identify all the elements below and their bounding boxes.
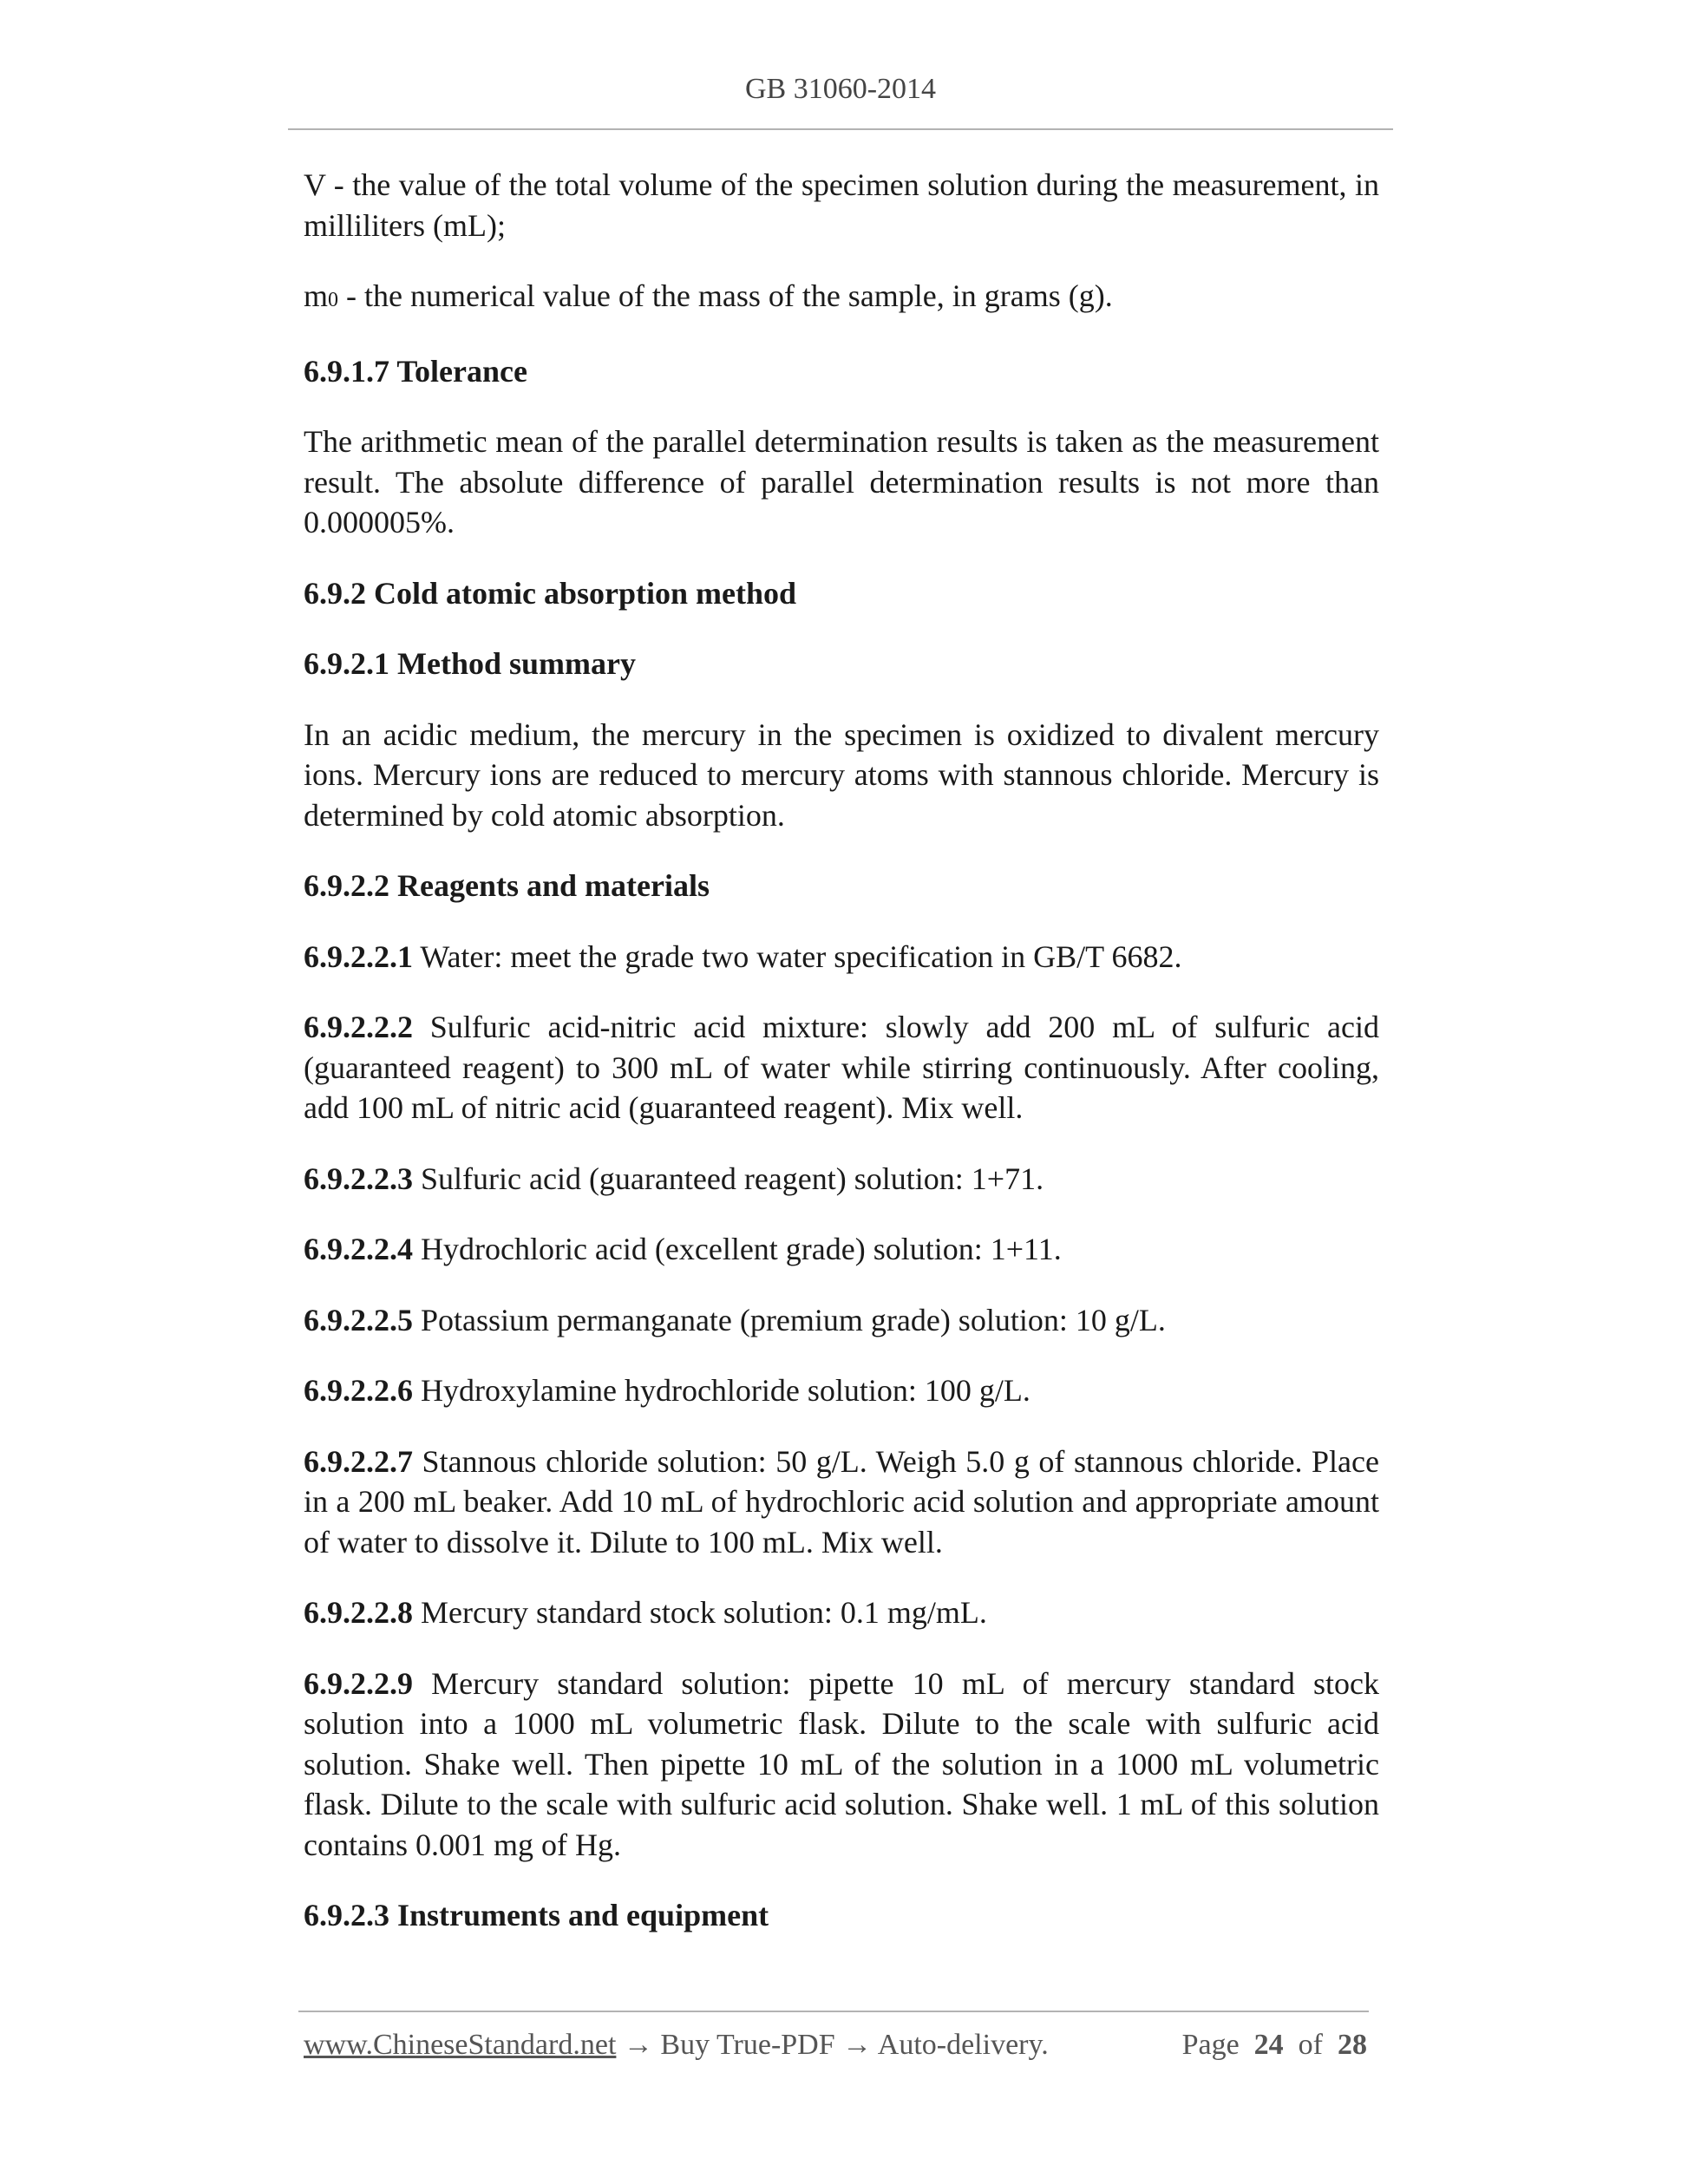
reagent-number: 6.9.2.2.6	[304, 1373, 413, 1408]
reagent-item	[304, 1442, 1379, 1563]
reagent-number: 6.9.2.2.2	[304, 1010, 413, 1044]
reagent-item	[304, 1664, 1379, 1866]
arrow-icon: →	[616, 2029, 661, 2061]
reagent-text: Mercury standard solution: pipette 10 mL of mercury standard stock solution into a 1000 mL volumetric flask. Dilute to the scale with sulfuric acid solution. Shake well. Then pipette 10 mL of the solution in a 1000 mL volumetric flask. Dilute to the scale with sulfuric acid solution. Shake well. 1 mL of this solution contains 0.001 mg of Hg.	[304, 1665, 1379, 1862]
of-label: of	[1298, 2029, 1323, 2061]
heading-cold-atomic-absorption: 6.9.2 Cold atomic absorption method	[304, 575, 797, 611]
reagent-text: Hydrochloric acid (excellent grade) solution: 1+11.	[413, 1232, 1062, 1266]
reagent-text: Sulfuric acid-nitric acid mixture: slowly add 200 mL of sulfuric acid (guaranteed reagent) to 300 mL of water while stirring continuously. After cooling, add 100 mL of nitric acid (guaranteed reagent). Mix well.	[304, 1010, 1379, 1125]
header-divider	[288, 128, 1393, 130]
reagent-text: Potassium permanganate (premium grade) solution: 10 g/L.	[413, 1302, 1166, 1337]
reagent-number: 6.9.2.2.4	[304, 1232, 413, 1266]
document-body	[304, 165, 1379, 1966]
m0-subscript: 0	[328, 289, 339, 311]
heading-instruments: 6.9.2.3 Instruments and equipment	[304, 1898, 769, 1932]
reagent-text: Sulfuric acid (guaranteed reagent) solution: 1+71.	[413, 1161, 1044, 1196]
reagent-item	[304, 1300, 1379, 1341]
reagent-item	[304, 937, 1379, 978]
reagent-item	[304, 1370, 1379, 1411]
paragraph-method-summary: In an acidic medium, the mercury in the specimen is oxidized to divalent mercury ions. Mercury ions are reduced to mercury atoms with stannous chloride. Mercury is determined by cold atomic absorption.	[304, 716, 1379, 833]
reagent-number: 6.9.2.2.7	[304, 1443, 413, 1479]
page-indicator	[1182, 2029, 1367, 2062]
reagent-number: 6.9.2.2.1	[304, 938, 413, 974]
page-label: Page	[1181, 2029, 1240, 2061]
reagent-item	[304, 1159, 1379, 1200]
reagent-number: 6.9.2.2.5	[304, 1302, 413, 1337]
paragraph-m0-definition	[304, 276, 1379, 321]
reagent-number: 6.9.2.2.8	[304, 1595, 413, 1630]
footer-promo	[304, 2029, 1049, 2062]
reagent-text: Water: meet the grade two water specification in GB/T 6682.	[413, 938, 1182, 974]
m0-symbol: m	[304, 278, 329, 313]
reagent-number: 6.9.2.2.9	[304, 1665, 413, 1701]
m0-text: - the numerical value of the mass of the sample, in grams (g).	[338, 278, 1113, 313]
page-header-title: GB 31060-2014	[744, 73, 937, 105]
site-link[interactable]: www.ChineseStandard.net	[304, 2029, 617, 2061]
reagent-item	[304, 1592, 1379, 1633]
page-current: 24	[1253, 2029, 1284, 2061]
buy-text: Buy True-PDF	[660, 2029, 835, 2061]
reagent-item	[304, 1007, 1379, 1128]
arrow-icon: →	[834, 2029, 878, 2061]
heading-tolerance: 6.9.1.7 Tolerance	[304, 353, 527, 389]
delivery-text: Auto-delivery.	[877, 2029, 1049, 2061]
reagent-number: 6.9.2.2.3	[304, 1161, 413, 1196]
reagent-text: Mercury standard stock solution: 0.1 mg/mL.	[413, 1595, 987, 1630]
paragraph-tolerance: The arithmetic mean of the parallel determination results is taken as the measurement result. The absolute difference of parallel determination results is not more than 0.000005%.	[304, 424, 1379, 539]
heading-reagents: 6.9.2.2 Reagents and materials	[304, 868, 710, 903]
page-total: 28	[1338, 2029, 1367, 2061]
reagent-text: Hydroxylamine hydrochloride solution: 100 g/L.	[413, 1373, 1030, 1408]
reagent-item	[304, 1229, 1379, 1270]
paragraph-v-definition: V - the value of the total volume of the specimen solution during the measurement, in milliliters (mL);	[304, 167, 1379, 243]
heading-method-summary: 6.9.2.1 Method summary	[304, 646, 636, 681]
footer-divider	[298, 2011, 1369, 2012]
reagent-text: Stannous chloride solution: 50 g/L. Weigh 5.0 g of stannous chloride. Place in a 200 mL beaker. Add 10 mL of hydrochloric acid solution and appropriate amount of water to dissolve it. Dilute to 100 mL. Mix well.	[304, 1443, 1379, 1560]
